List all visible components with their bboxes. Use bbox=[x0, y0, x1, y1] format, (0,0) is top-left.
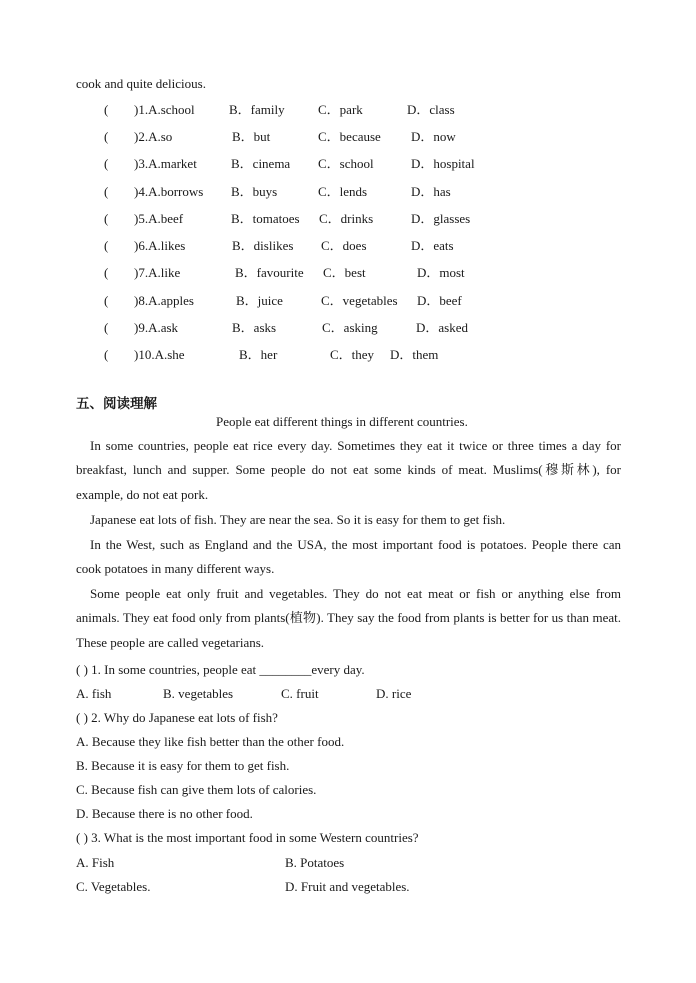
passage-paragraph: Some people eat only fruit and vegetables. They do not eat meat or fish or anything else from animals. They eat food only from plants(植物). They say the food from plants is better for us than meat. These people are called vegetarians. bbox=[76, 586, 621, 650]
answer-paren: ( bbox=[104, 320, 109, 335]
option-d: D．most bbox=[417, 265, 465, 280]
passage-title: People eat different things in different countries. bbox=[216, 414, 468, 429]
option-b: B. vegetables bbox=[163, 686, 234, 701]
option-c: C．lends bbox=[318, 184, 368, 199]
answer-paren: ( bbox=[104, 293, 109, 308]
answer-paren: ( bbox=[104, 265, 109, 280]
answer-paren: ( bbox=[104, 347, 109, 362]
option-b: B．but bbox=[232, 129, 271, 144]
option-d: D．has bbox=[411, 184, 451, 199]
option-d: D．now bbox=[411, 129, 456, 144]
passage-paragraph: In some countries, people eat rice every day. Sometimes they eat it twice or three times a day for breakfast, lunch and supper. Some people do not eat some kinds of meat. Muslims(穆斯林), for example, do not eat pork. bbox=[76, 438, 621, 502]
option-d: D．beef bbox=[417, 293, 462, 308]
option-a: )8.A.apples bbox=[134, 293, 194, 308]
option-d: D. rice bbox=[376, 686, 412, 701]
option-b: B. Potatoes bbox=[285, 855, 345, 870]
option-b: B．buys bbox=[231, 184, 278, 199]
option-c: C．asking bbox=[322, 320, 378, 335]
option-d: D. Because there is no other food. bbox=[76, 806, 253, 821]
option-c: C．does bbox=[321, 238, 367, 253]
answer-paren: ( bbox=[104, 129, 109, 144]
option-c: C．park bbox=[318, 102, 363, 117]
option-d: D．them bbox=[390, 347, 439, 362]
option-c: C．because bbox=[318, 129, 381, 144]
question-stem: ( ) 1. In some countries, people eat ________every day. bbox=[76, 662, 365, 677]
section-heading: 五、阅读理解 bbox=[76, 396, 157, 412]
option-a: )7.A.like bbox=[134, 265, 181, 280]
answer-paren: ( bbox=[104, 211, 109, 226]
answer-paren: ( bbox=[104, 102, 109, 117]
option-b: B．dislikes bbox=[232, 238, 294, 253]
option-d: D．asked bbox=[416, 320, 468, 335]
answer-paren: ( bbox=[104, 184, 109, 199]
option-c: C. Because fish can give them lots of calories. bbox=[76, 782, 317, 797]
question-stem: ( ) 3. What is the most important food in some Western countries? bbox=[76, 830, 419, 845]
option-a: A. fish bbox=[76, 686, 112, 701]
option-a: A. Because they like fish better than the other food. bbox=[76, 734, 345, 749]
option-a: A. Fish bbox=[76, 855, 115, 870]
option-a: )9.A.ask bbox=[134, 320, 179, 335]
option-a: )3.A.market bbox=[134, 156, 197, 171]
option-d: D．glasses bbox=[411, 211, 471, 226]
option-b: B．family bbox=[229, 102, 285, 117]
option-c: C．they bbox=[330, 347, 375, 362]
option-d: D．eats bbox=[411, 238, 454, 253]
option-a: )4.A.borrows bbox=[134, 184, 204, 199]
option-c: C．school bbox=[318, 156, 374, 171]
passage-paragraph: Japanese eat lots of fish. They are near the sea. So it is easy for them to get fish. bbox=[90, 512, 506, 527]
answer-paren: ( bbox=[104, 156, 109, 171]
option-c: C. fruit bbox=[281, 686, 319, 701]
option-d: D．hospital bbox=[411, 156, 475, 171]
passage-paragraph: In the West, such as England and the USA, the most important food is potatoes. People there can cook potatoes in many different ways. bbox=[76, 537, 621, 577]
option-c: C．best bbox=[323, 265, 366, 280]
option-a: )6.A.likes bbox=[134, 238, 186, 253]
option-a: )2.A.so bbox=[134, 129, 173, 144]
option-a: )5.A.beef bbox=[134, 211, 184, 226]
option-b: B．asks bbox=[232, 320, 277, 335]
option-b: B．her bbox=[239, 347, 278, 362]
option-b: B．tomatoes bbox=[231, 211, 300, 226]
option-a: )10.A.she bbox=[134, 347, 185, 362]
option-b: B．favourite bbox=[235, 265, 304, 280]
question-stem: ( ) 2. Why do Japanese eat lots of fish? bbox=[76, 710, 278, 725]
cloze-intro-tail: cook and quite delicious. bbox=[76, 76, 206, 91]
option-c: C．vegetables bbox=[321, 293, 398, 308]
option-c: C. Vegetables. bbox=[76, 879, 151, 894]
option-d: D. Fruit and vegetables. bbox=[285, 879, 410, 894]
option-b: B．juice bbox=[236, 293, 283, 308]
option-c: C．drinks bbox=[319, 211, 374, 226]
option-d: D．class bbox=[407, 102, 455, 117]
option-b: B. Because it is easy for them to get fish. bbox=[76, 758, 290, 773]
option-a: )1.A.school bbox=[134, 102, 195, 117]
answer-paren: ( bbox=[104, 238, 109, 253]
option-b: B．cinema bbox=[231, 156, 291, 171]
